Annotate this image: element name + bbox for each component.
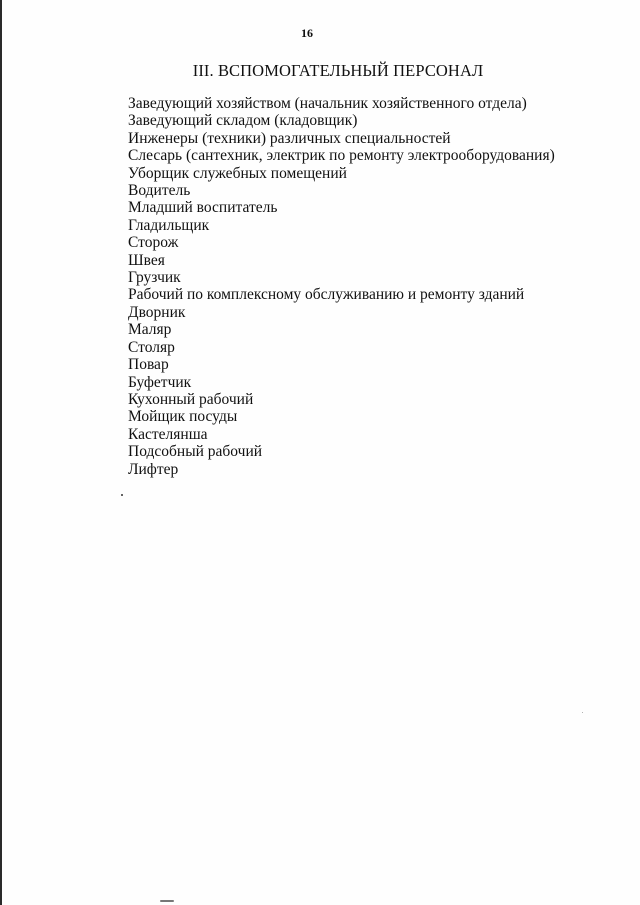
- list-item: Швея: [128, 251, 165, 269]
- list-item: Сторож: [128, 234, 179, 252]
- page-number: 16: [301, 26, 313, 40]
- scan-speck: [582, 712, 583, 713]
- list-item: Рабочий по комплексному обслуживанию и ремонту зданий: [128, 286, 525, 304]
- list-item: Грузчик: [128, 269, 181, 287]
- scan-edge: [0, 0, 2, 905]
- staff-position-list: [128, 95, 555, 478]
- list-item: Заведующий складом (кладовщик): [128, 112, 358, 130]
- list-item: Лифтер: [128, 460, 179, 478]
- list-item: Подсобный рабочий: [128, 443, 263, 461]
- list-item: Гладильщик: [128, 216, 210, 234]
- list-item: Уборщик служебных помещений: [128, 164, 347, 182]
- list-item: Инженеры (техники) различных специальностей: [128, 129, 451, 147]
- list-item: Столяр: [128, 338, 175, 356]
- scan-speck: [121, 494, 123, 496]
- list-item: Буфетчик: [128, 373, 192, 391]
- section-title: III. ВСПОМОГАТЕЛЬНЫЙ ПЕРСОНАЛ: [192, 61, 484, 80]
- list-item: Кастелянша: [128, 425, 208, 443]
- list-item: Младший воспитатель: [128, 199, 278, 217]
- list-item: Заведующий хозяйством (начальник хозяйственного отдела): [128, 95, 527, 112]
- list-item: Мойщик посуды: [128, 408, 238, 426]
- list-item: Слесарь (сантехник, электрик по ремонту электрооборудования): [128, 147, 555, 165]
- scan-speck: [160, 900, 174, 902]
- list-item: Кухонный рабочий: [128, 390, 254, 408]
- list-item: Водитель: [128, 182, 191, 200]
- list-item: Повар: [128, 356, 169, 374]
- list-item: Маляр: [128, 321, 172, 339]
- list-item: Дворник: [128, 303, 186, 321]
